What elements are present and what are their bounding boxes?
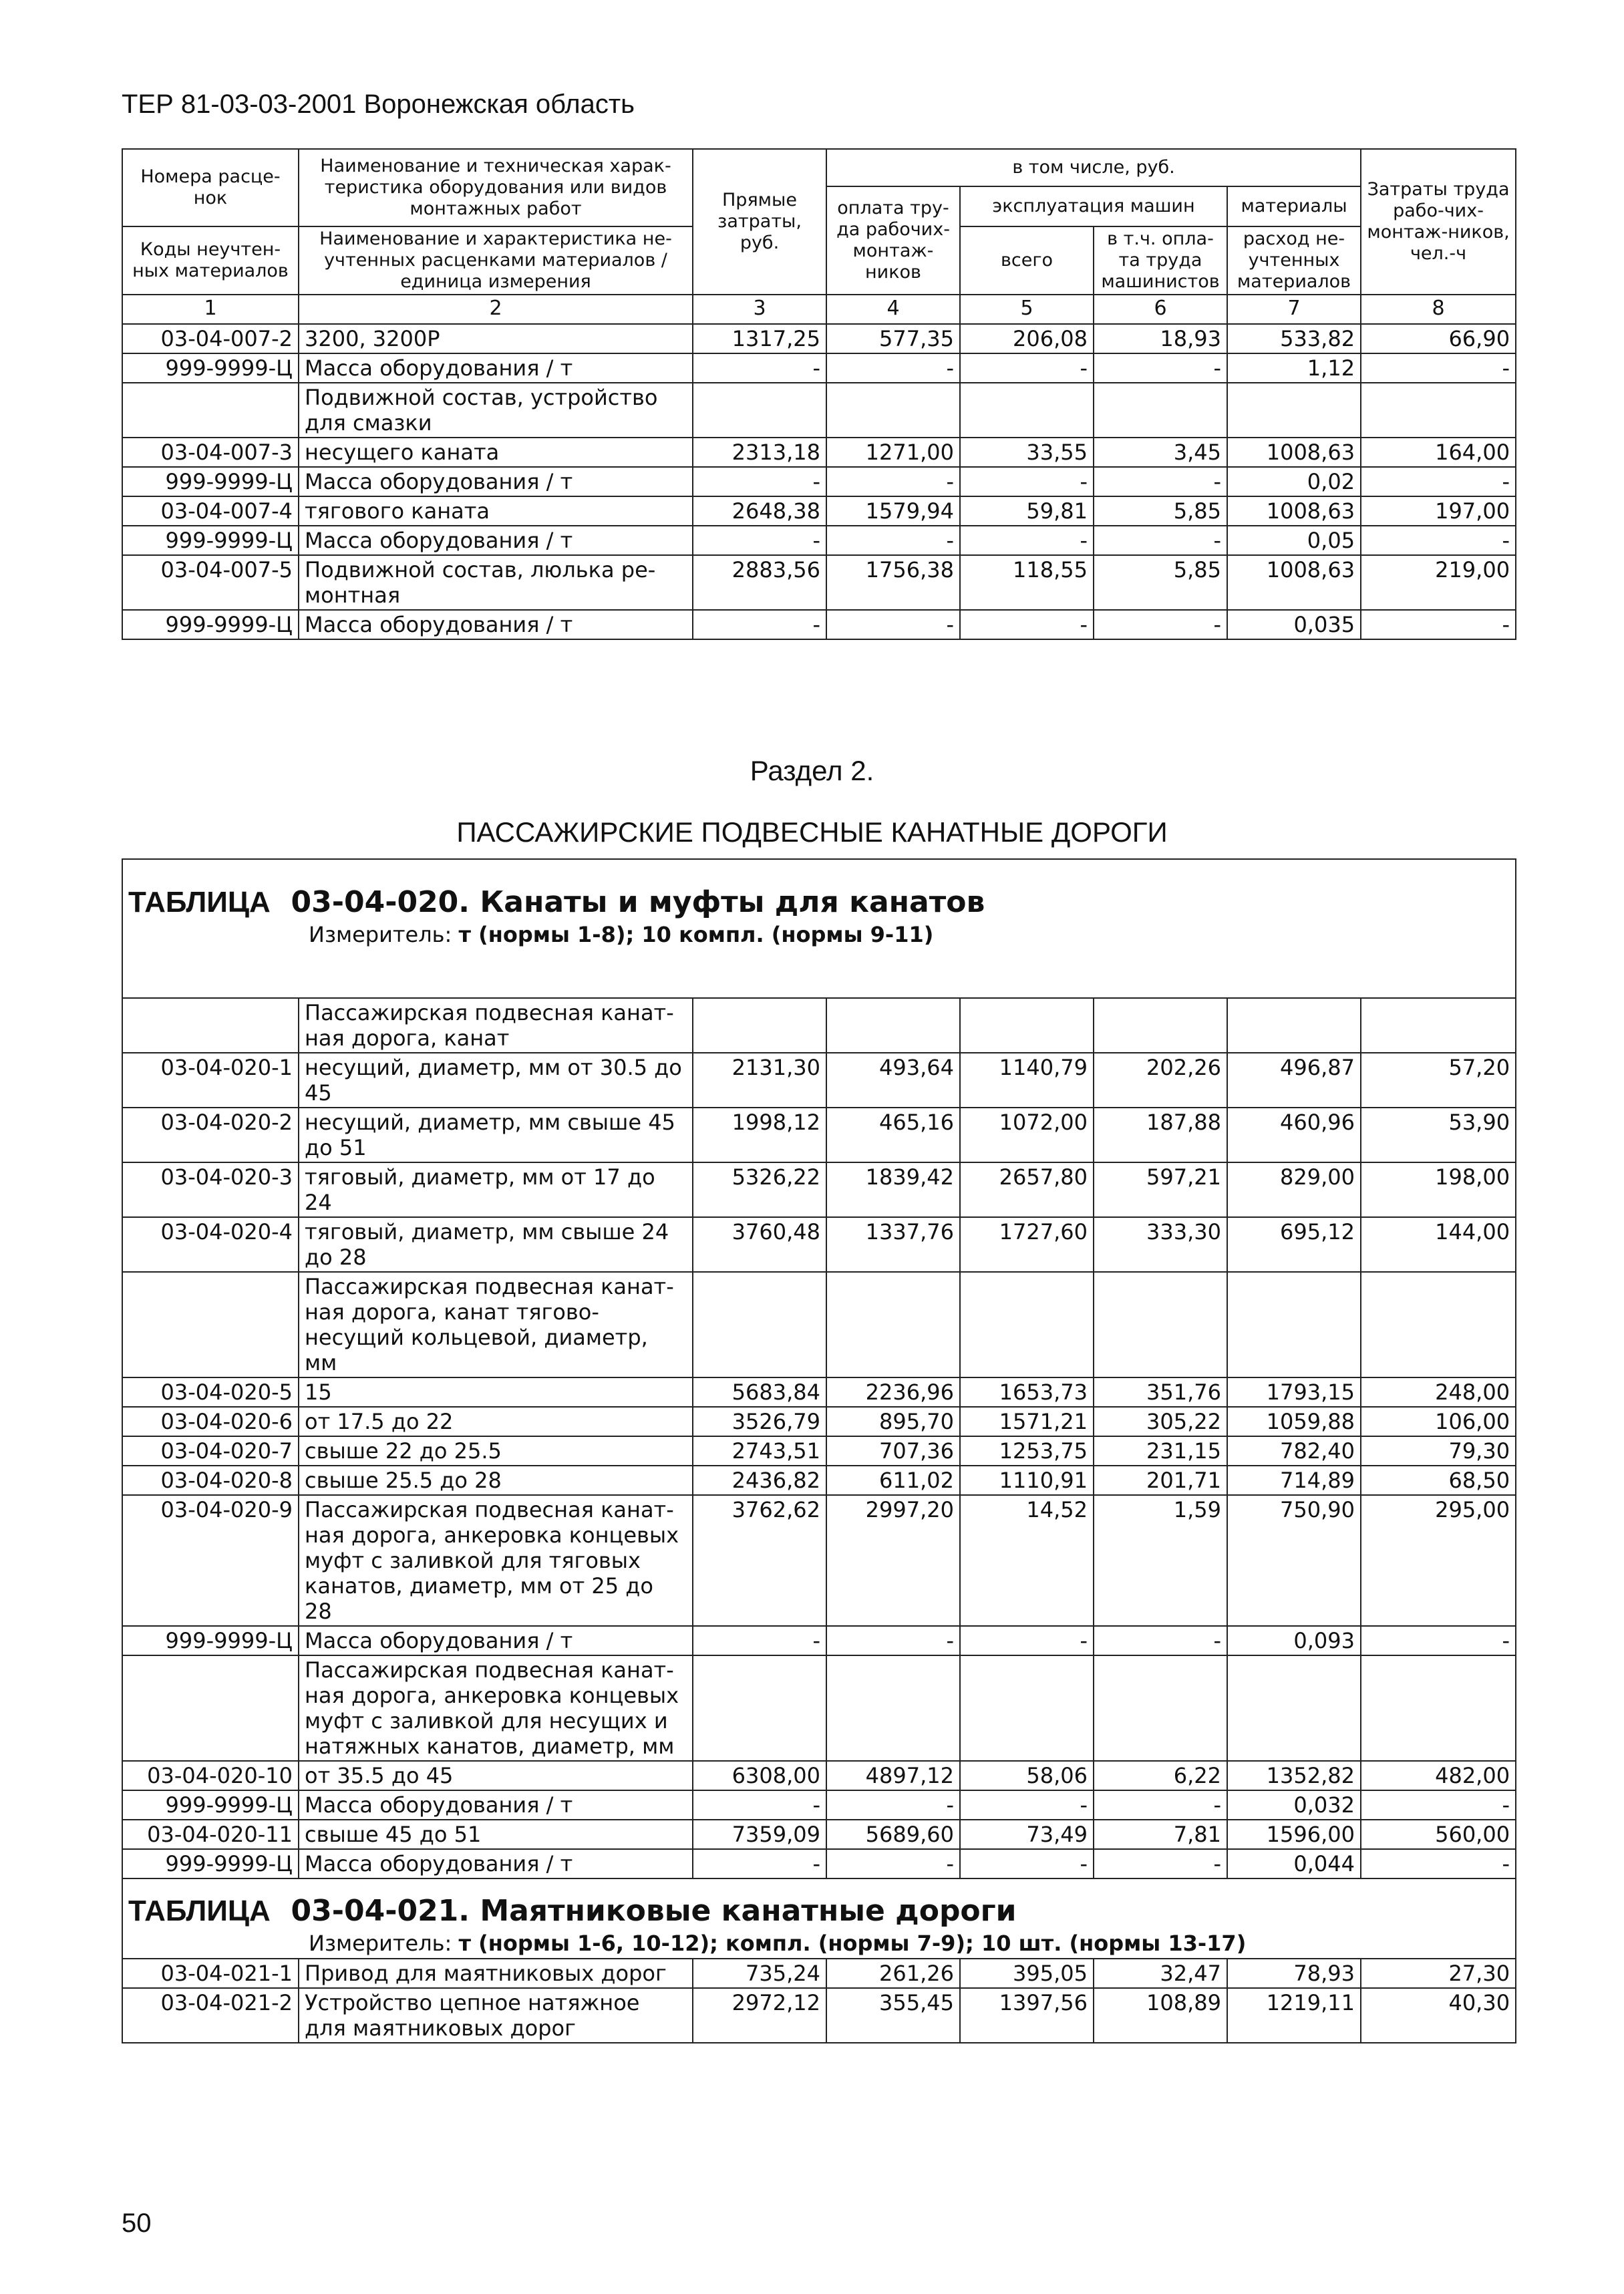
value-cell: 198,00 <box>1361 1162 1516 1217</box>
value-cell <box>826 1272 960 1377</box>
col-number: 6 <box>1094 295 1227 324</box>
value-cell <box>826 383 960 438</box>
col-number: 1 <box>122 295 299 324</box>
value-cell: 0,032 <box>1227 1790 1361 1820</box>
item-name: несущий, диаметр, мм свыше 45 до 51 <box>299 1108 693 1162</box>
section-title: ПАССАЖИРСКИЕ ПОДВЕСНЫЕ КАНАТНЫЕ ДОРОГИ <box>456 816 1168 848</box>
value-cell: 197,00 <box>1361 496 1516 526</box>
value-cell: 2313,18 <box>693 438 826 467</box>
value-cell: 0,093 <box>1227 1626 1361 1655</box>
value-cell: 2648,38 <box>693 496 826 526</box>
header-operator-pay: в т.ч. опла-та труда машинистов <box>1094 226 1227 295</box>
value-cell: 4897,12 <box>826 1761 960 1790</box>
value-cell <box>1361 1655 1516 1761</box>
value-cell: 1571,21 <box>960 1407 1094 1436</box>
group-header-row <box>122 383 1516 438</box>
value-cell <box>693 383 826 438</box>
table-row <box>122 467 1516 496</box>
value-cell: 14,52 <box>960 1495 1094 1626</box>
rate-code <box>122 1272 299 1377</box>
value-cell: 1072,00 <box>960 1108 1094 1162</box>
value-cell: 895,70 <box>826 1407 960 1436</box>
value-cell: 7,81 <box>1094 1820 1227 1849</box>
col-number: 2 <box>299 295 693 324</box>
item-name: тягового каната <box>299 496 693 526</box>
header-rate-numbers: Номера расце-нок <box>122 149 299 226</box>
value-cell: 1008,63 <box>1227 438 1361 467</box>
value-cell: - <box>1094 1849 1227 1878</box>
value-cell: 144,00 <box>1361 1217 1516 1272</box>
value-cell: 164,00 <box>1361 438 1516 467</box>
rates-table-top <box>122 148 1516 640</box>
item-name: Масса оборудования / т <box>299 1790 693 1820</box>
item-name: Подвижной состав, устройство для смазки <box>299 383 693 438</box>
item-name: Пассажирская подвесная канат-ная дорога, канат тягово-несущий кольцевой, диаметр, мм <box>299 1272 693 1377</box>
rate-code: 03-04-021-2 <box>122 1988 299 2043</box>
table-row <box>122 496 1516 526</box>
value-cell: - <box>1094 467 1227 496</box>
value-cell: 118,55 <box>960 555 1094 610</box>
value-cell: - <box>1361 467 1516 496</box>
group-header-row <box>122 1655 1516 1761</box>
value-cell: 68,50 <box>1361 1466 1516 1495</box>
value-cell: 206,08 <box>960 324 1094 353</box>
table-row <box>122 1626 1516 1655</box>
item-name: Пассажирская подвесная канат-ная дорога, анкеровка концевых муфт с заливкой для тяговых канатов, диаметр, мм от 25 до 28 <box>299 1495 693 1626</box>
value-cell: 1140,79 <box>960 1053 1094 1108</box>
value-cell: 1,59 <box>1094 1495 1227 1626</box>
value-cell: 750,90 <box>1227 1495 1361 1626</box>
value-cell: 79,30 <box>1361 1436 1516 1466</box>
value-cell: - <box>960 467 1094 496</box>
table-row <box>122 1162 1516 1217</box>
value-cell: 18,93 <box>1094 324 1227 353</box>
table-row <box>122 1988 1516 2043</box>
table-021-caption <box>122 1878 1516 1959</box>
item-name: Масса оборудования / т <box>299 610 693 639</box>
table-row <box>122 610 1516 639</box>
value-cell: 66,90 <box>1361 324 1516 353</box>
value-cell <box>1227 383 1361 438</box>
group-header-row <box>122 1272 1516 1377</box>
value-cell: 106,00 <box>1361 1407 1516 1436</box>
value-cell: - <box>693 1790 826 1820</box>
value-cell: 27,30 <box>1361 1959 1516 1988</box>
value-cell: - <box>1094 1626 1227 1655</box>
header-machine-operation: эксплуатация машин <box>960 186 1227 226</box>
value-cell: 2883,56 <box>693 555 826 610</box>
header-labor-costs: Затраты труда рабо-чих-монтаж-ников, чел.-ч <box>1361 149 1516 295</box>
item-name: Пассажирская подвесная канат-ная дорога, анкеровка концевых муфт с заливкой для несущих и натяжных канатов, диаметр, мм <box>299 1655 693 1761</box>
meter-value: т (нормы 1-6, 10-12); компл. (нормы 7-9); 10 шт. (нормы 13-17) <box>458 1931 1247 1956</box>
value-cell: 32,47 <box>1094 1959 1227 1988</box>
item-name: свыше 22 до 25.5 <box>299 1436 693 1466</box>
rate-code: 999-9999-Ц <box>122 353 299 383</box>
table-row <box>122 1495 1516 1626</box>
value-cell: - <box>826 353 960 383</box>
table-prefix: ТАБЛИЦА <box>128 886 271 919</box>
value-cell: 560,00 <box>1361 1820 1516 1849</box>
col-number: 8 <box>1361 295 1516 324</box>
col-number: 4 <box>826 295 960 324</box>
item-name: свыше 25.5 до 28 <box>299 1466 693 1495</box>
value-cell: 1727,60 <box>960 1217 1094 1272</box>
rate-code: 999-9999-Ц <box>122 610 299 639</box>
value-cell: 2743,51 <box>693 1436 826 1466</box>
rate-code: 03-04-020-8 <box>122 1466 299 1495</box>
value-cell: 1998,12 <box>693 1108 826 1162</box>
table-row <box>122 1053 1516 1108</box>
value-cell: 460,96 <box>1227 1108 1361 1162</box>
value-cell: 1,12 <box>1227 353 1361 383</box>
header-machine-total: всего <box>960 226 1094 295</box>
item-name: Масса оборудования / т <box>299 467 693 496</box>
value-cell: 1352,82 <box>1227 1761 1361 1790</box>
item-name: тяговый, диаметр, мм от 17 до 24 <box>299 1162 693 1217</box>
rate-code: 03-04-020-4 <box>122 1217 299 1272</box>
value-cell: - <box>693 526 826 555</box>
value-cell: 1008,63 <box>1227 555 1361 610</box>
value-cell: - <box>960 610 1094 639</box>
item-name: от 17.5 до 22 <box>299 1407 693 1436</box>
value-cell: - <box>1094 1790 1227 1820</box>
value-cell <box>1094 1272 1227 1377</box>
table-row <box>122 1377 1516 1407</box>
value-cell: - <box>1094 353 1227 383</box>
value-cell: 0,05 <box>1227 526 1361 555</box>
value-cell: 2236,96 <box>826 1377 960 1407</box>
value-cell: 2131,30 <box>693 1053 826 1108</box>
value-cell: 6,22 <box>1094 1761 1227 1790</box>
value-cell: 202,26 <box>1094 1053 1227 1108</box>
value-cell: - <box>960 353 1094 383</box>
value-cell: 1756,38 <box>826 555 960 610</box>
value-cell: 351,76 <box>1094 1377 1227 1407</box>
item-name: 15 <box>299 1377 693 1407</box>
rate-code: 999-9999-Ц <box>122 1790 299 1820</box>
table-row <box>122 555 1516 610</box>
value-cell: 735,24 <box>693 1959 826 1988</box>
col-number: 7 <box>1227 295 1361 324</box>
value-cell: - <box>1361 1626 1516 1655</box>
value-cell: 0,035 <box>1227 610 1361 639</box>
value-cell: 108,89 <box>1094 1988 1227 2043</box>
value-cell: 1839,42 <box>826 1162 960 1217</box>
rate-code <box>122 1655 299 1761</box>
value-cell: 493,64 <box>826 1053 960 1108</box>
value-cell <box>1227 1272 1361 1377</box>
value-cell: 261,26 <box>826 1959 960 1988</box>
value-cell: 219,00 <box>1361 555 1516 610</box>
value-cell: - <box>1361 526 1516 555</box>
value-cell: - <box>960 1849 1094 1878</box>
table-020-title: 03-04-020. Канаты и муфты для канатов <box>291 885 985 919</box>
value-cell: 1271,00 <box>826 438 960 467</box>
value-cell: 40,30 <box>1361 1988 1516 2043</box>
value-cell: 231,15 <box>1094 1436 1227 1466</box>
table-row <box>122 526 1516 555</box>
value-cell: - <box>826 467 960 496</box>
value-cell: 7359,09 <box>693 1820 826 1849</box>
rate-code: 03-04-007-5 <box>122 555 299 610</box>
header-worker-pay: оплата тру-да рабочих-монтаж-ников <box>826 186 960 295</box>
header-direct-costs: Прямые затраты, руб. <box>693 149 826 295</box>
value-cell: 1317,25 <box>693 324 826 353</box>
item-name: Масса оборудования / т <box>299 1626 693 1655</box>
value-cell: - <box>826 610 960 639</box>
item-name: от 35.5 до 45 <box>299 1761 693 1790</box>
value-cell: - <box>960 1790 1094 1820</box>
value-cell: 0,044 <box>1227 1849 1361 1878</box>
value-cell: 695,12 <box>1227 1217 1361 1272</box>
value-cell: 3762,62 <box>693 1495 826 1626</box>
item-name: Привод для маятниковых дорог <box>299 1959 693 1988</box>
value-cell: 1253,75 <box>960 1436 1094 1466</box>
rate-code: 03-04-007-4 <box>122 496 299 526</box>
value-cell: - <box>1361 353 1516 383</box>
value-cell: 1337,76 <box>826 1217 960 1272</box>
col-number: 5 <box>960 295 1094 324</box>
rate-code <box>122 383 299 438</box>
value-cell: 295,00 <box>1361 1495 1516 1626</box>
value-cell: 597,21 <box>1094 1162 1227 1217</box>
value-cell: 3526,79 <box>693 1407 826 1436</box>
value-cell: 714,89 <box>1227 1466 1361 1495</box>
rate-code: 03-04-020-1 <box>122 1053 299 1108</box>
rates-table-main <box>122 858 1516 2043</box>
header-material-name: Наименование и характеристика не-учтенных расценками материалов / единица измерения <box>299 226 693 295</box>
value-cell <box>960 383 1094 438</box>
col-number: 3 <box>693 295 826 324</box>
header-materials: материалы <box>1227 186 1361 226</box>
item-name: Устройство цепное натяжное для маятниковых дорог <box>299 1988 693 2043</box>
value-cell: 3760,48 <box>693 1217 826 1272</box>
rate-code: 999-9999-Ц <box>122 1626 299 1655</box>
rate-code: 03-04-020-2 <box>122 1108 299 1162</box>
value-cell: - <box>826 1849 960 1878</box>
value-cell: - <box>693 1626 826 1655</box>
section-label: Раздел 2. <box>750 755 874 786</box>
value-cell: - <box>1094 526 1227 555</box>
rate-code: 999-9999-Ц <box>122 526 299 555</box>
rate-code: 03-04-020-11 <box>122 1820 299 1849</box>
value-cell: 305,22 <box>1094 1407 1227 1436</box>
item-name: Масса оборудования / т <box>299 526 693 555</box>
value-cell <box>693 1655 826 1761</box>
value-cell: 707,36 <box>826 1436 960 1466</box>
header-material-consumption: расход не-учтенных материалов <box>1227 226 1361 295</box>
value-cell: 59,81 <box>960 496 1094 526</box>
page-number: 50 <box>122 2208 152 2238</box>
table-row <box>122 1217 1516 1272</box>
value-cell <box>826 998 960 1053</box>
value-cell: 187,88 <box>1094 1108 1227 1162</box>
item-name: 3200, 3200Р <box>299 324 693 353</box>
value-cell: 58,06 <box>960 1761 1094 1790</box>
header-including: в том числе, руб. <box>826 149 1361 186</box>
value-cell <box>693 998 826 1053</box>
table-row <box>122 1108 1516 1162</box>
value-cell: - <box>1361 610 1516 639</box>
value-cell: 782,40 <box>1227 1436 1361 1466</box>
item-name: Масса оборудования / т <box>299 353 693 383</box>
running-head: ТЕР 81-03-03-2001 Воронежская область <box>122 90 635 119</box>
rate-code: 03-04-020-5 <box>122 1377 299 1407</box>
value-cell: 496,87 <box>1227 1053 1361 1108</box>
value-cell <box>1361 998 1516 1053</box>
value-cell <box>960 1655 1094 1761</box>
value-cell <box>693 1272 826 1377</box>
value-cell <box>960 998 1094 1053</box>
group-header-row <box>122 998 1516 1053</box>
value-cell: - <box>1361 1790 1516 1820</box>
value-cell: 1653,73 <box>960 1377 1094 1407</box>
value-cell: - <box>826 1626 960 1655</box>
header-material-codes: Коды неучтен-ных материалов <box>122 226 299 295</box>
item-name: свыше 45 до 51 <box>299 1820 693 1849</box>
value-cell: - <box>693 610 826 639</box>
value-cell: 1596,00 <box>1227 1820 1361 1849</box>
value-cell <box>1094 383 1227 438</box>
rate-code: 03-04-020-6 <box>122 1407 299 1436</box>
table-row <box>122 1436 1516 1466</box>
table-020-caption <box>122 859 1516 998</box>
value-cell: 465,16 <box>826 1108 960 1162</box>
value-cell: 1793,15 <box>1227 1377 1361 1407</box>
rate-code <box>122 998 299 1053</box>
value-cell: - <box>693 467 826 496</box>
value-cell: 1397,56 <box>960 1988 1094 2043</box>
value-cell <box>1094 998 1227 1053</box>
value-cell: - <box>1361 1849 1516 1878</box>
value-cell: - <box>960 1626 1094 1655</box>
rate-code: 03-04-020-7 <box>122 1436 299 1466</box>
value-cell: - <box>693 353 826 383</box>
rate-code: 03-04-007-2 <box>122 324 299 353</box>
value-cell: 5683,84 <box>693 1377 826 1407</box>
value-cell: 395,05 <box>960 1959 1094 1988</box>
value-cell: 1008,63 <box>1227 496 1361 526</box>
value-cell <box>1094 1655 1227 1761</box>
value-cell: - <box>826 1790 960 1820</box>
item-name: Пассажирская подвесная канат-ная дорога, канат <box>299 998 693 1053</box>
value-cell: 577,35 <box>826 324 960 353</box>
table-prefix: ТАБЛИЦА <box>128 1895 271 1927</box>
table-row <box>122 353 1516 383</box>
value-cell <box>1227 998 1361 1053</box>
value-cell: 2657,80 <box>960 1162 1094 1217</box>
table-row <box>122 1959 1516 1988</box>
header-work-name: Наименование и техническая харак-теристика оборудования или видов монтажных работ <box>299 149 693 226</box>
meter-label: Измеритель: <box>309 922 452 947</box>
value-cell: 73,49 <box>960 1820 1094 1849</box>
table-row <box>122 1790 1516 1820</box>
rate-code: 03-04-020-3 <box>122 1162 299 1217</box>
table-row <box>122 1407 1516 1436</box>
value-cell: 1110,91 <box>960 1466 1094 1495</box>
value-cell: 6308,00 <box>693 1761 826 1790</box>
value-cell: 5,85 <box>1094 496 1227 526</box>
value-cell: 355,45 <box>826 1988 960 2043</box>
value-cell: 0,02 <box>1227 467 1361 496</box>
value-cell: 1059,88 <box>1227 1407 1361 1436</box>
value-cell: 248,00 <box>1361 1377 1516 1407</box>
value-cell: 533,82 <box>1227 324 1361 353</box>
value-cell: 611,02 <box>826 1466 960 1495</box>
value-cell: 482,00 <box>1361 1761 1516 1790</box>
value-cell: 3,45 <box>1094 438 1227 467</box>
value-cell: 2997,20 <box>826 1495 960 1626</box>
item-name: несущего каната <box>299 438 693 467</box>
value-cell: - <box>1094 610 1227 639</box>
value-cell <box>960 1272 1094 1377</box>
table-row <box>122 1466 1516 1495</box>
value-cell <box>1361 1272 1516 1377</box>
rate-code: 03-04-020-10 <box>122 1761 299 1790</box>
table-row <box>122 1820 1516 1849</box>
value-cell <box>1361 383 1516 438</box>
rate-code: 03-04-021-1 <box>122 1959 299 1988</box>
item-name: тяговый, диаметр, мм свыше 24 до 28 <box>299 1217 693 1272</box>
value-cell: 201,71 <box>1094 1466 1227 1495</box>
value-cell: 5689,60 <box>826 1820 960 1849</box>
item-name: Подвижной состав, люлька ре-монтная <box>299 555 693 610</box>
value-cell: 333,30 <box>1094 1217 1227 1272</box>
rate-code: 03-04-020-9 <box>122 1495 299 1626</box>
item-name: несущий, диаметр, мм от 30.5 до 45 <box>299 1053 693 1108</box>
value-cell: 5,85 <box>1094 555 1227 610</box>
value-cell: 78,93 <box>1227 1959 1361 1988</box>
value-cell: 1579,94 <box>826 496 960 526</box>
table-row <box>122 324 1516 353</box>
table-021-title: 03-04-021. Маятниковые канатные дороги <box>291 1894 1017 1928</box>
value-cell: 33,55 <box>960 438 1094 467</box>
value-cell: - <box>693 1849 826 1878</box>
value-cell: 5326,22 <box>693 1162 826 1217</box>
value-cell: 829,00 <box>1227 1162 1361 1217</box>
value-cell <box>826 1655 960 1761</box>
meter-label: Измеритель: <box>309 1931 452 1956</box>
rate-code: 999-9999-Ц <box>122 467 299 496</box>
table-row <box>122 438 1516 467</box>
item-name: Масса оборудования / т <box>299 1849 693 1878</box>
rate-code: 03-04-007-3 <box>122 438 299 467</box>
table-row <box>122 1761 1516 1790</box>
rate-code: 999-9999-Ц <box>122 1849 299 1878</box>
value-cell: 1219,11 <box>1227 1988 1361 2043</box>
value-cell: - <box>960 526 1094 555</box>
value-cell: 53,90 <box>1361 1108 1516 1162</box>
meter-value: т (нормы 1-8); 10 компл. (нормы 9-11) <box>458 922 934 947</box>
value-cell: 2436,82 <box>693 1466 826 1495</box>
table-row <box>122 1849 1516 1878</box>
value-cell: 57,20 <box>1361 1053 1516 1108</box>
value-cell <box>1227 1655 1361 1761</box>
value-cell: 2972,12 <box>693 1988 826 2043</box>
value-cell: - <box>826 526 960 555</box>
